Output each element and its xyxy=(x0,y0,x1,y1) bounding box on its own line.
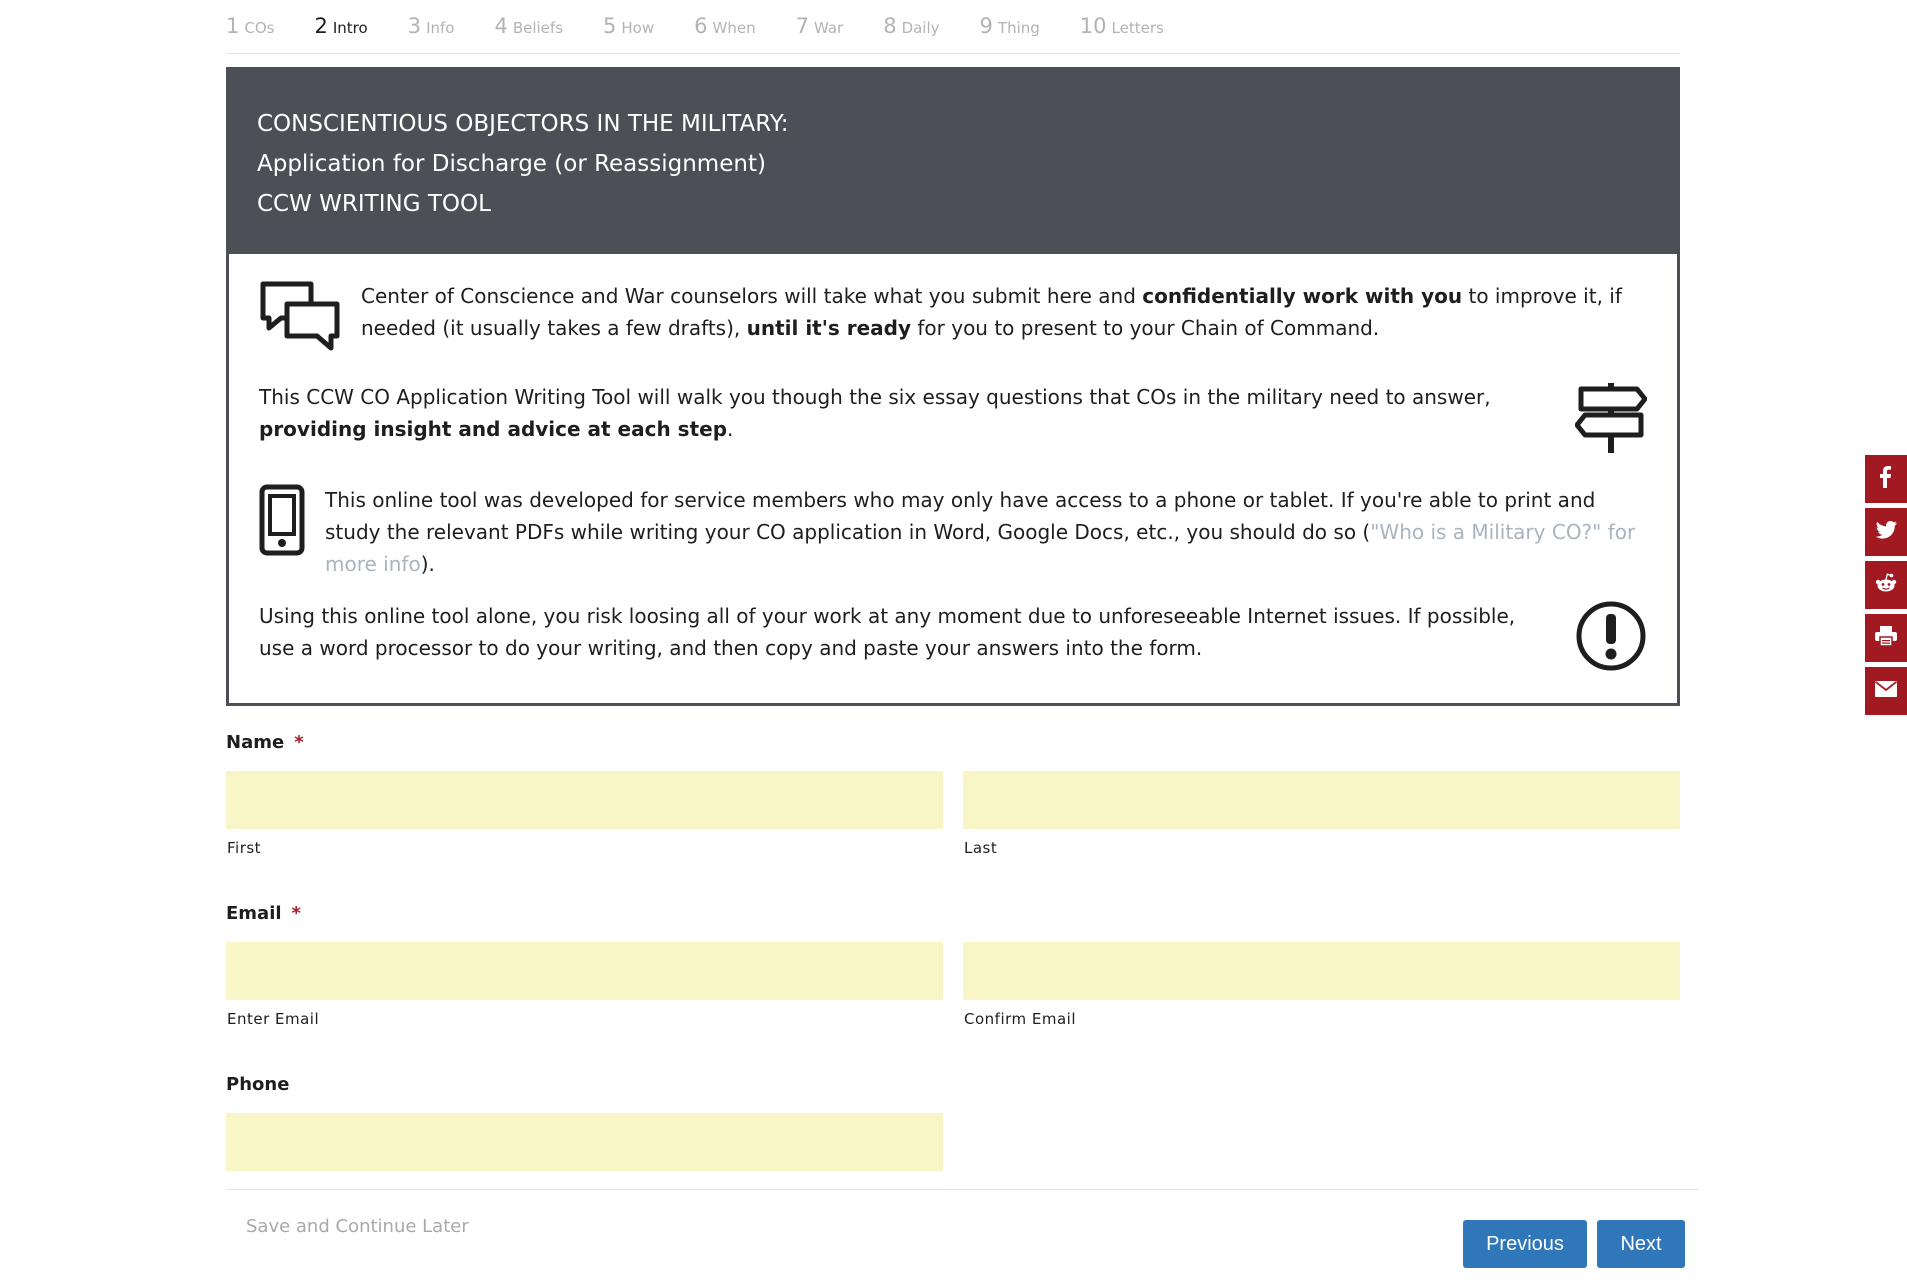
required-marker: * xyxy=(294,732,304,753)
name-label: Name xyxy=(226,732,285,753)
facebook-share-button[interactable] xyxy=(1865,455,1907,503)
signpost-icon xyxy=(1575,381,1647,464)
step-tab-war[interactable]: 7 War xyxy=(795,14,844,38)
next-button[interactable]: Next xyxy=(1597,1220,1685,1268)
intro-panel xyxy=(226,67,1680,706)
twitter-share-button[interactable] xyxy=(1865,508,1907,556)
step-navigation xyxy=(226,0,1680,54)
email-label: Email xyxy=(226,903,282,924)
print-button[interactable] xyxy=(1865,614,1907,662)
intro-paragraph-walkthrough: This CCW CO Application Writing Tool will walk you though the six essay questions that COs in the military need to answer, providing insight and advice at each step. xyxy=(259,381,1647,464)
email-icon xyxy=(1875,681,1897,701)
required-marker: * xyxy=(291,903,301,924)
save-continue-later-link[interactable]: Save and Continue Later xyxy=(246,1216,469,1237)
intro-paragraph-counselors: Center of Conscience and War counselors will take what you submit here and confidentially work with you to improve it, if needed (it usually takes a few drafts), until it's ready for you to present to your Chain of Command. xyxy=(259,280,1647,361)
twitter-icon xyxy=(1875,521,1897,543)
name-field-group xyxy=(226,732,1680,857)
facebook-icon xyxy=(1876,466,1896,492)
panel-tool-name: CCW WRITING TOOL xyxy=(257,191,491,217)
phone-field-group xyxy=(226,1074,1680,1171)
step-tab-thing[interactable]: 9 Thing xyxy=(979,14,1040,38)
form-container xyxy=(226,0,1680,1280)
contact-form xyxy=(226,732,1680,1280)
step-tab-when[interactable]: 6 When xyxy=(694,14,756,38)
exclamation-icon xyxy=(1575,600,1647,681)
chat-bubbles-icon xyxy=(259,280,341,361)
print-icon xyxy=(1875,626,1897,650)
step-tab-info[interactable]: 3 Info xyxy=(407,14,455,38)
previous-button[interactable]: Previous xyxy=(1463,1220,1587,1268)
intro-paragraph-mobile: This online tool was developed for service members who may only have access to a phone or tablet. If you're able to print and study the relevant PDFs while writing your CO application in Word, Google Docs, etc., you should do so ("Who is a Military CO?" for more info). xyxy=(259,484,1647,580)
panel-header xyxy=(229,70,1677,254)
step-tab-cos[interactable]: 1 COs xyxy=(226,14,275,38)
confirm-email-input[interactable] xyxy=(963,942,1680,1000)
reddit-share-button[interactable] xyxy=(1865,561,1907,609)
email-field-group xyxy=(226,903,1680,1028)
confirm-email-sublabel: Confirm Email xyxy=(964,1010,1077,1028)
military-co-info-link[interactable]: "Who is a Military CO?" for more info xyxy=(325,520,1636,576)
form-footer xyxy=(226,1189,1699,1280)
email-share-button[interactable] xyxy=(1865,667,1907,715)
reddit-icon xyxy=(1875,573,1897,597)
last-name-input[interactable] xyxy=(963,771,1680,829)
panel-body xyxy=(229,254,1677,703)
smartphone-icon xyxy=(259,484,305,565)
phone-input[interactable] xyxy=(226,1113,943,1171)
phone-label: Phone xyxy=(226,1074,290,1095)
share-sidebar xyxy=(1865,455,1907,720)
panel-subtitle: Application for Discharge (or Reassignment) xyxy=(257,151,766,177)
step-tab-how[interactable]: 5 How xyxy=(603,14,655,38)
intro-paragraph-warning: Using this online tool alone, you risk loosing all of your work at any moment due to unforeseeable Internet issues. If possible, use a word processor to do your writing, and then copy and paste your answers into the form. xyxy=(259,600,1647,681)
step-tab-beliefs[interactable]: 4 Beliefs xyxy=(494,14,564,38)
panel-title: CONSCIENTIOUS OBJECTORS IN THE MILITARY: xyxy=(257,111,789,137)
first-name-sublabel: First xyxy=(227,839,262,857)
first-name-input[interactable] xyxy=(226,771,943,829)
step-tab-daily[interactable]: 8 Daily xyxy=(883,14,940,38)
email-input[interactable] xyxy=(226,942,943,1000)
step-tab-intro[interactable]: 2 Intro xyxy=(314,14,368,38)
step-tab-letters[interactable]: 10 Letters xyxy=(1079,14,1164,38)
last-name-sublabel: Last xyxy=(964,839,998,857)
enter-email-sublabel: Enter Email xyxy=(227,1010,320,1028)
